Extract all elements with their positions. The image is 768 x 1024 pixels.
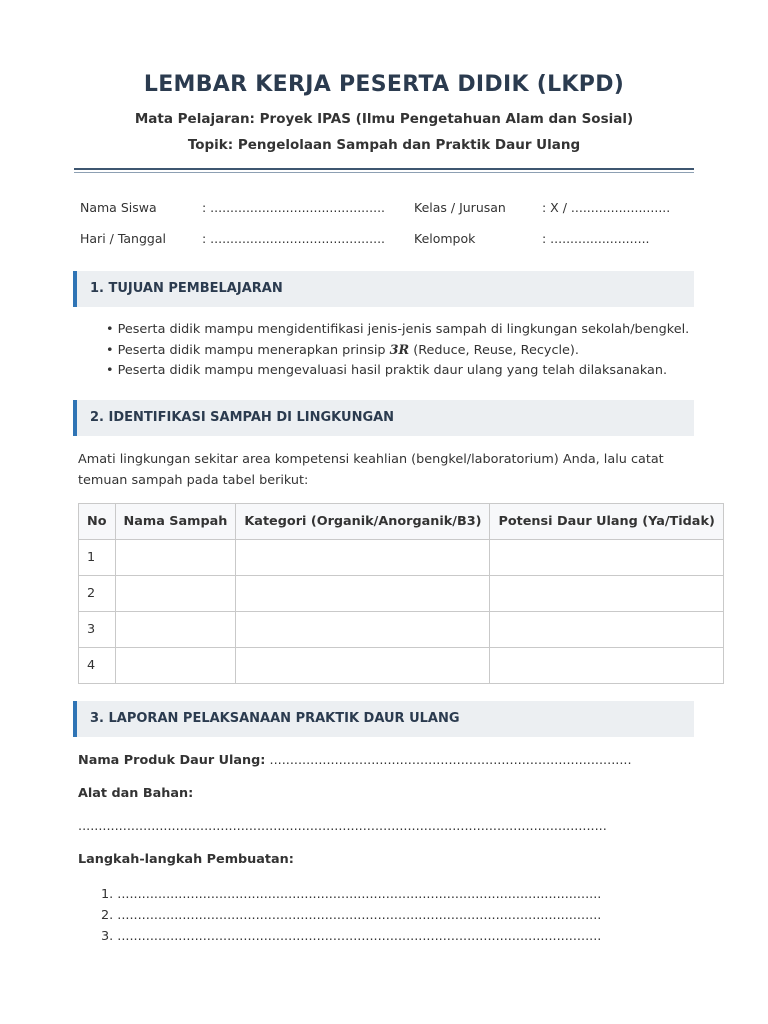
- column-header-waste-name: Nama Sampah: [115, 504, 236, 540]
- name-label: Nama Siswa: [80, 200, 157, 215]
- class-field[interactable]: : X / .........................: [542, 200, 671, 215]
- page-title: LEMBAR KERJA PESERTA DIDIK (LKPD): [143, 72, 625, 97]
- header-divider: [74, 168, 694, 170]
- table-cell[interactable]: [115, 576, 236, 612]
- list-item: • Peserta didik mampu mengidentifikasi jenis-jenis sampah di lingkungan sekolah/bengkel.: [106, 322, 690, 337]
- subject-line: Mata Pelajaran: Proyek IPAS (Ilmu Pengetahuan Alam dan Sosial): [134, 111, 634, 127]
- waste-table: [78, 503, 724, 684]
- section-title: 3. LAPORAN PELAKSANAAN PRAKTIK DAUR ULANG: [90, 711, 460, 726]
- table-cell[interactable]: [115, 648, 236, 684]
- topic-line: Topik: Pengelolaan Sampah dan Praktik Daur Ulang: [187, 137, 581, 153]
- step-field[interactable]: 2. .......................................................................................................................: [101, 908, 602, 923]
- table-row: [79, 612, 724, 648]
- list-item: • Peserta didik mampu mengevaluasi hasil praktik daur ulang yang telah dilaksanakan.: [106, 363, 668, 378]
- table-cell[interactable]: [236, 612, 490, 648]
- table-cell[interactable]: [490, 648, 723, 684]
- row-number: 3: [79, 612, 116, 648]
- table-cell[interactable]: [236, 576, 490, 612]
- objectives-list: [106, 320, 689, 382]
- column-header-no: No: [79, 504, 116, 540]
- column-header-category: Kategori (Organik/Anorganik/B3): [236, 504, 490, 540]
- table-row: [79, 576, 724, 612]
- table-cell[interactable]: [490, 540, 723, 576]
- row-number: 4: [79, 648, 116, 684]
- table-header-row: [79, 504, 724, 540]
- step-field[interactable]: 1. .......................................................................................................................: [101, 887, 602, 902]
- list-item-text: • Peserta didik mampu menerapkan prinsip: [106, 342, 390, 358]
- row-number: 1: [79, 540, 116, 576]
- table-cell[interactable]: [236, 648, 490, 684]
- emphasis-3r: 3R: [389, 342, 410, 358]
- product-name-row: [78, 753, 632, 768]
- product-name-field[interactable]: .........................................................................................: [265, 753, 632, 768]
- group-label: Kelompok: [414, 231, 476, 246]
- table-cell[interactable]: [490, 612, 723, 648]
- table-row: [79, 648, 724, 684]
- list-item: [106, 341, 689, 362]
- column-header-recycle-potential: Potensi Daur Ulang (Ya/Tidak): [490, 504, 723, 540]
- date-field[interactable]: : ............................................: [202, 231, 386, 246]
- header-divider-thin: [74, 172, 694, 173]
- table-row: [79, 540, 724, 576]
- section-header-identification: [73, 400, 694, 436]
- section-title: 1. TUJUAN PEMBELAJARAN: [90, 281, 283, 296]
- list-item-text: (Reduce, Reuse, Recycle).: [409, 342, 579, 358]
- tools-field[interactable]: ..................................................................................................................................: [78, 819, 607, 834]
- table-cell[interactable]: [115, 612, 236, 648]
- name-field[interactable]: : ............................................: [202, 200, 386, 215]
- product-name-label: Nama Produk Daur Ulang:: [78, 753, 266, 768]
- group-field[interactable]: : .........................: [542, 231, 650, 246]
- section-header-report: [73, 701, 694, 737]
- identification-instructions: Amati lingkungan sekitar area kompetensi keahlian (bengkel/laboratorium) Anda, lalu catat temuan sampah pada tabel berikut:: [78, 452, 664, 488]
- steps-list: [101, 884, 601, 947]
- table-cell[interactable]: [115, 540, 236, 576]
- section-header-objectives: [73, 271, 694, 307]
- class-label: Kelas / Jurusan: [414, 200, 506, 215]
- step-field[interactable]: 3. .......................................................................................................................: [101, 929, 602, 944]
- section-title: 2. IDENTIFIKASI SAMPAH DI LINGKUNGAN: [90, 410, 395, 425]
- steps-label: Langkah-langkah Pembuatan:: [78, 852, 294, 867]
- row-number: 2: [79, 576, 116, 612]
- table-cell[interactable]: [236, 540, 490, 576]
- date-label: Hari / Tanggal: [80, 231, 166, 246]
- table-cell[interactable]: [490, 576, 723, 612]
- tools-label: Alat dan Bahan:: [78, 786, 194, 801]
